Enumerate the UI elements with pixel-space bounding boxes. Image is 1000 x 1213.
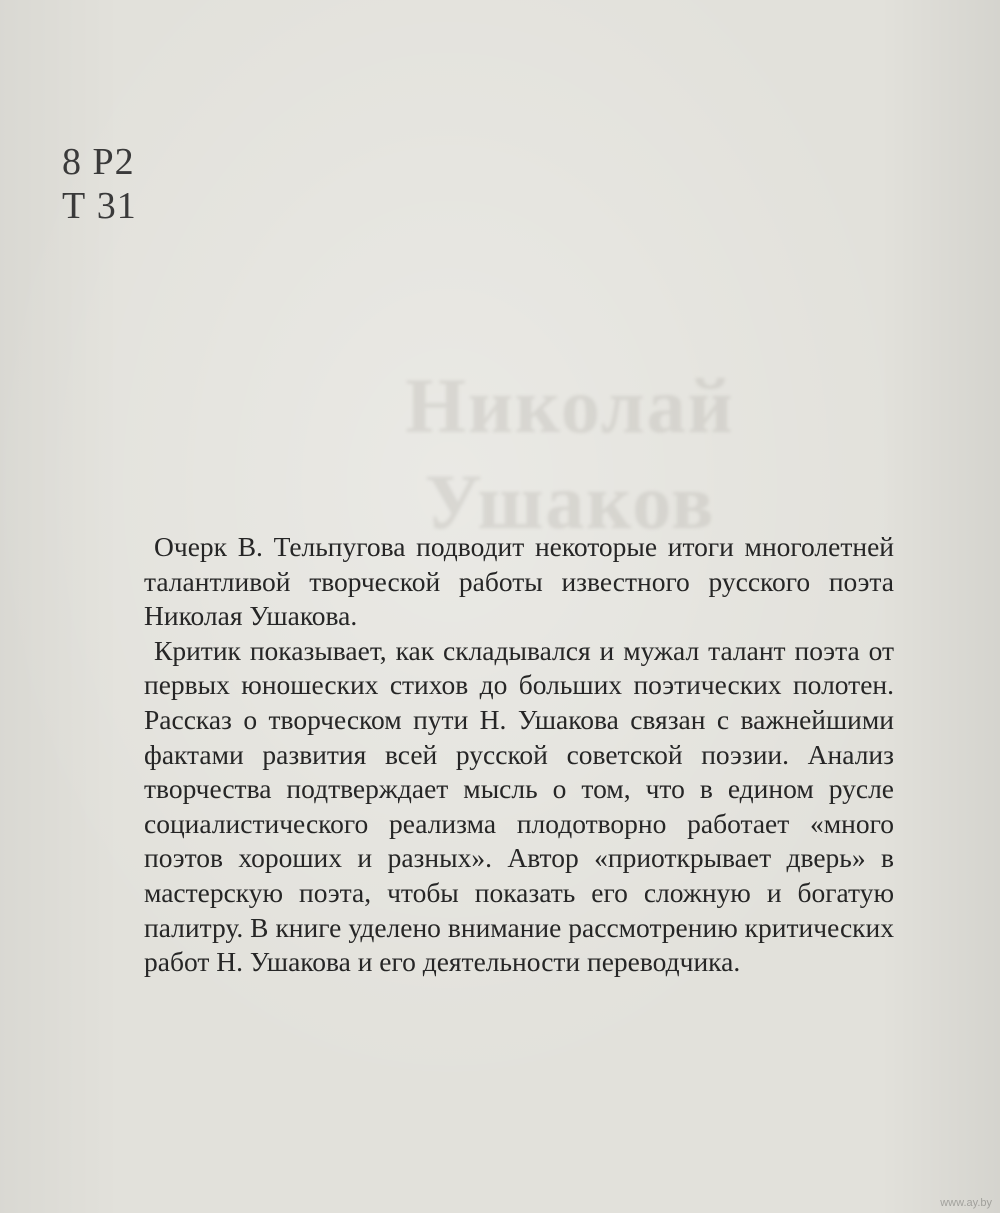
catalog-code-line1: 8 Р2 [62, 141, 135, 183]
show-through-title-line2: Ушаков [424, 458, 716, 545]
annotation-paragraph-2: Критик показывает, как складывался и мужал талант поэта от первых юношеских стихов до больших поэтических полотен. Рассказ о творческом пути Н. Ушакова связан с важнейшими фактами развития всей русской советской поэзии. Анализ творчества подтверждает мысль о том, что в едином русле социалистического реализма плодотворно работает «много поэтов хороших и разных». Автор «приоткрывает дверь» в мастерскую поэта, чтобы показать его сложную и богатую палитру. В книге уделено внимание рассмотрению критических работ Н. Ушакова и его деятельности переводчика. [144, 634, 894, 978]
catalog-code-line2: Т 31 [62, 185, 137, 227]
annotation-paragraph-1: Очерк В. Тельпугова подводит некоторые итоги многолетней талантливой творческой работы известного русского поэта Николая Ушакова. [144, 531, 894, 632]
catalog-code [62, 140, 137, 228]
site-watermark: www.ay.by [940, 1197, 992, 1209]
book-annotation [144, 530, 894, 980]
show-through-title-line1: Николай [405, 362, 735, 449]
show-through-title [340, 358, 800, 550]
